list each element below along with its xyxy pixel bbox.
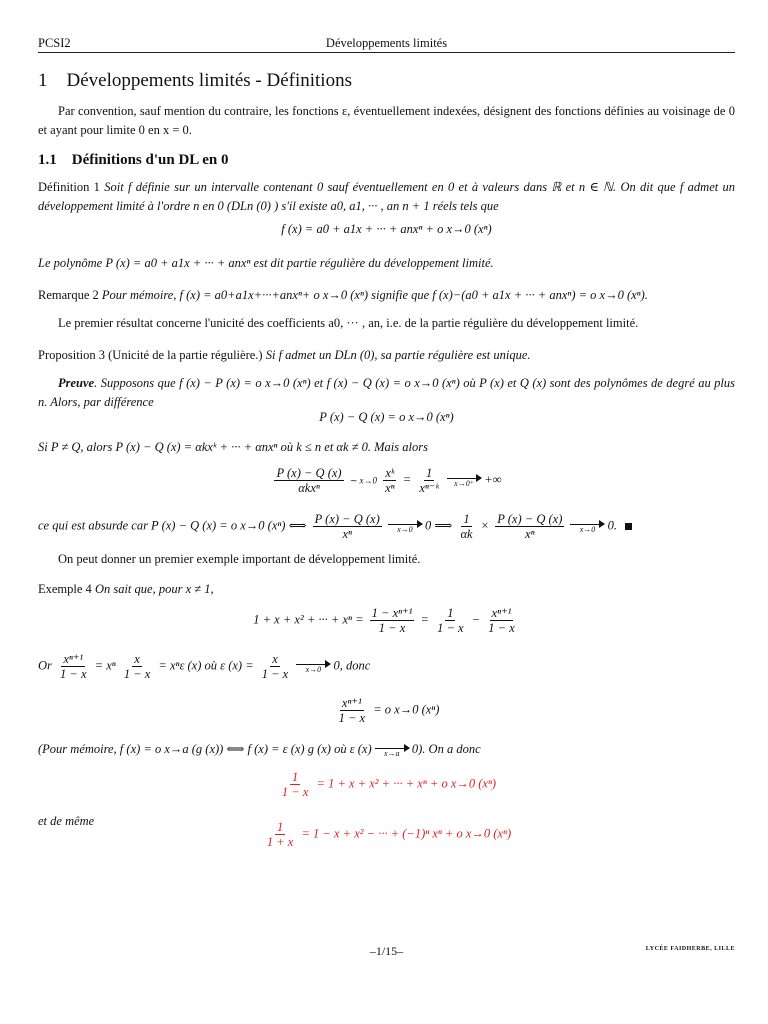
- footer-school: LYCÉE FAIDHERBE, LILLE: [645, 946, 735, 952]
- memo-line: [38, 740, 735, 759]
- line3-limit-arrow-2: [570, 518, 604, 535]
- line3-zero: 0 ⟹: [425, 518, 453, 533]
- eq2-rhs-fraction: [417, 466, 441, 495]
- page-number: –1/15–: [369, 944, 404, 958]
- line3-fraction-2: [458, 512, 474, 541]
- proposition-text: Si f admet un DLn (0), sa partie régulière est unique.: [265, 348, 531, 362]
- definition-regular-part: Le polynôme P (x) = a0 + a1x + ··· + anxⁿ est dit partie régulière du développement limité.: [38, 256, 494, 270]
- red1-rest: = 1 + x + x² + ··· + xⁿ + o x→0 (xⁿ): [316, 776, 497, 791]
- red2-num: 1: [276, 820, 284, 834]
- memo-end: 0). On a donc: [411, 742, 481, 756]
- red2-fraction: [265, 820, 295, 849]
- proof-equation-2: $\frac{P (x) - Q (x)}{\text{αkxⁿ}}$ ∼ x→0 $\frac{\text{xᵏ}}{\text{xⁿ}}$ = $\frac{1}{\text{xⁿ⁻ᵏ}}$ x→0⁺ +∞: [276, 466, 502, 495]
- or-end: 0, donc: [333, 658, 371, 673]
- line3-f1-num: P (x) − Q (x): [314, 512, 380, 526]
- line3-end: 0.: [607, 518, 617, 533]
- memo-limit-sub: x→a: [383, 748, 400, 758]
- example-equation-1: 1 + x + x² + ··· + xⁿ = $\frac{\text{1 − xⁿ⁺¹}}{1 - x}$ = $\frac{1}{1 - x}$ − $\frac{\text{xⁿ⁺¹}}{1 - x}$: [253, 606, 515, 635]
- or-fraction-2: [122, 652, 152, 681]
- or-rest: = xⁿε (x) où ε (x) =: [158, 658, 254, 673]
- red1-fraction: [280, 770, 310, 799]
- eq2b-rest: = o x→0 (xⁿ): [373, 702, 440, 717]
- example-label: Exemple 4: [38, 582, 92, 596]
- eq2-mid-fraction: [383, 466, 397, 495]
- line3-limit-sub-2: x→0: [579, 525, 596, 534]
- eq2b-den: 1 − x: [338, 711, 366, 725]
- remark-block: [38, 286, 735, 305]
- or-f2-num: x: [134, 652, 140, 666]
- line3-f3-num: P (x) − Q (x): [497, 512, 563, 526]
- section-number: 1: [38, 70, 48, 91]
- red1-num: 1: [292, 770, 299, 784]
- definition-label: Définition 1: [38, 180, 100, 194]
- same-text: et de même: [38, 814, 95, 828]
- document-page: [38, 0, 735, 1024]
- eq2-mid-den: xⁿ: [385, 481, 395, 495]
- or-f3-num: x: [272, 652, 278, 666]
- or-limit-sub: x→0: [305, 665, 322, 674]
- example-intro: On peut donner un premier exemple important de développement limité.: [58, 552, 421, 566]
- proof-line-2: Si P ≠ Q, alors P (x) − Q (x) = αkxᵏ + ··· + αnxⁿ où k ≤ n et αk ≠ 0. Mais alors: [38, 440, 428, 454]
- line3-f2-num: 1: [463, 512, 470, 526]
- eq2-rhs-den: xⁿ⁻ᵏ: [419, 481, 439, 495]
- or-fraction-3: [260, 652, 290, 681]
- eq1-f1-num: 1 − xⁿ⁺¹: [371, 606, 413, 620]
- eq1-fraction-2: [435, 606, 465, 635]
- or-limit-arrow: [296, 658, 330, 675]
- subsection-title: Définitions d'un DL en 0: [71, 152, 229, 168]
- or-f1-den: 1 − x: [60, 667, 87, 681]
- eq2-lhs-fraction: [274, 466, 343, 495]
- line3-limit-sub: x→0: [397, 525, 413, 534]
- eq1-f2-num: 1: [447, 606, 454, 620]
- proof-line-3: [38, 512, 735, 541]
- eq2-lhs-num: P (x) − Q (x): [276, 466, 342, 480]
- eq1-lhs: 1 + x + x² + ··· + xⁿ =: [253, 612, 364, 627]
- header-title: Développements limités: [325, 36, 448, 50]
- line3-times: ×: [480, 518, 490, 533]
- definition-text: Soit f définie sur un intervalle contenant 0 sauf éventuellement en 0 et à valeurs dans ℝ et n ∈ ℕ. On dit que f admet un développement limité à l'ordre n en 0 (DLn (0) ) s'il existe a0, a1, ··· , an n + 1 réels tels que: [38, 180, 736, 213]
- memo-start: (Pour mémoire, f (x) = o x→a (g (x)) ⟺ f (x) = ε (x) g (x) où ε (x): [38, 742, 372, 756]
- proof-equation-1: P (x) − Q (x) = o x→0 (xⁿ): [319, 410, 454, 424]
- eq2-infinity: +∞: [484, 472, 502, 487]
- red-result-1: [38, 770, 735, 799]
- definition-block: [38, 178, 735, 216]
- eq2-rhs-num: 1: [425, 466, 433, 480]
- remark-text: Pour mémoire, f (x) = a0+a1x+···+anxⁿ+ o x→0 (xⁿ) signifie que f (x)−(a0 + a1x + ··· + anxⁿ) = o x→0 (xⁿ).: [101, 288, 648, 302]
- proof-paragraph: [38, 374, 735, 412]
- or-fraction-1: [58, 652, 88, 681]
- or-text: Or: [38, 658, 52, 673]
- definition-equation: f (x) = a0 + a1x + ··· + anxⁿ + o x→0 (xⁿ): [281, 222, 492, 236]
- memo-limit-arrow: [375, 742, 409, 759]
- eq1-f2-den: 1 − x: [437, 621, 464, 635]
- eq2-limit-sub: x→0⁺: [454, 479, 474, 488]
- eq2-mid-num: xᵏ: [385, 466, 395, 480]
- or-f1-num: xⁿ⁺¹: [63, 652, 84, 666]
- proposition-label: Proposition 3 (Unicité de la partie régulière.): [38, 348, 263, 362]
- eq1-fraction-3: [486, 606, 516, 635]
- eq2-limit-arrow: [447, 472, 481, 489]
- red2-rest: = 1 − x + x² − ··· + (−1)ⁿ xⁿ + o x→0 (xⁿ): [301, 826, 512, 841]
- red-result-2: [38, 820, 735, 849]
- subsection-heading: [38, 152, 735, 169]
- eq1-fraction-1: [370, 606, 415, 635]
- proof-line3-start: ce qui est absurde car P (x) − Q (x) = o x→0 (xⁿ) ⟺: [38, 518, 307, 533]
- eq2b-fraction: [337, 696, 367, 725]
- intro-paragraph: Par convention, sauf mention du contraire, les fonctions ε, éventuellement indexées, désignent des fonctions définies au voisinage de 0 et ayant pour limite 0 en x = 0.: [38, 104, 735, 137]
- example-block: [38, 580, 735, 599]
- uniqueness-paragraph: Le premier résultat concerne l'unicité des coefficients a0, ··· , an, i.e. de la partie régulière du développement limité.: [58, 316, 639, 330]
- example-text: On sait que, pour x ≠ 1,: [94, 582, 214, 596]
- line3-fraction-1: [313, 512, 382, 541]
- or-f3-den: 1 − x: [261, 667, 289, 681]
- or-mid: = xⁿ: [94, 658, 116, 673]
- eq1-f3-num: xⁿ⁺¹: [491, 606, 512, 620]
- example-equation-2: [38, 696, 735, 725]
- eq1-f3-den: 1 − x: [488, 621, 515, 635]
- proposition-block: [38, 346, 735, 365]
- line3-f3-den: xⁿ: [525, 527, 535, 541]
- section-title: Développements limités - Définitions: [66, 70, 352, 91]
- example-or-line: [38, 652, 735, 681]
- eq1-f1-den: 1 − x: [378, 621, 406, 635]
- line3-fraction-3: [495, 512, 564, 541]
- qed-square-icon: [625, 523, 632, 530]
- proof-label: Preuve: [58, 376, 95, 390]
- line3-f2-den: αk: [460, 527, 473, 541]
- eq2-equivalent: ∼ x→0: [349, 475, 377, 486]
- remark-label: Remarque 2: [38, 288, 99, 302]
- page-header: [38, 36, 735, 53]
- subsection-number: 1.1: [38, 152, 57, 168]
- section-heading: [38, 70, 735, 92]
- header-class: PCSI2: [38, 36, 71, 50]
- line3-limit-arrow: [388, 518, 422, 535]
- red1-den: 1 − x: [281, 785, 309, 799]
- eq2b-num: xⁿ⁺¹: [341, 696, 362, 710]
- eq2-lhs-den: αkxⁿ: [298, 481, 320, 495]
- red2-den: 1 + x: [266, 835, 294, 849]
- proof-text: . Supposons que f (x) − P (x) = o x→0 (xⁿ) et f (x) − Q (x) = o x→0 (xⁿ) où P (x) et Q (x) sont des polynômes de degré au plus n. Alors, par différence: [38, 376, 735, 409]
- line3-f1-den: xⁿ: [342, 527, 352, 541]
- or-f2-den: 1 − x: [123, 667, 151, 681]
